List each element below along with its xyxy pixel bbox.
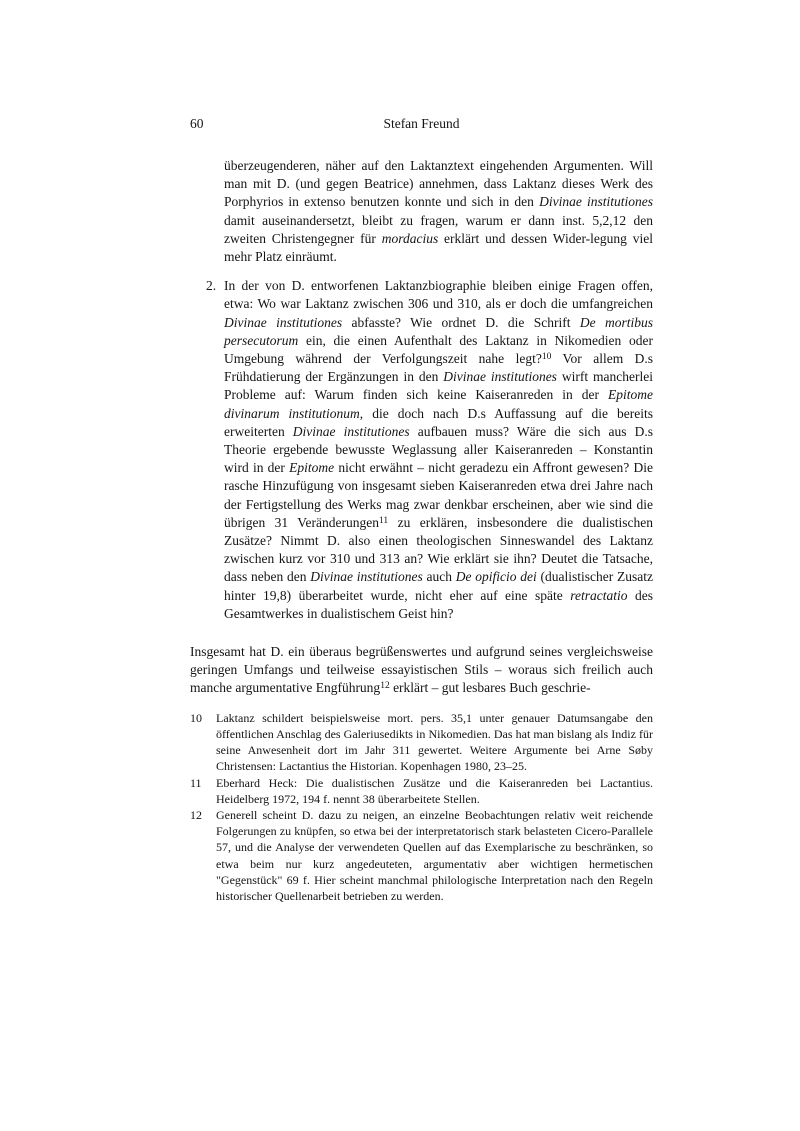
footnote-10-text: Laktanz schildert beispielsweise mort. pers. 35,1 unter genauer Datumsangabe den öffentlichen Anschlag des Galeriusedikts in Nikomedien. Das hat man bislang als Indiz für seine Anwesenheit dort im Jahr 311 gewertet. Weitere Argumente bei Arne Søby Christensen: Lactantius the Historian. Kopenhagen 1980, 23–25. bbox=[216, 710, 653, 774]
footnote-10-marker: 10 bbox=[190, 710, 202, 725]
footnote-12-marker: 12 bbox=[190, 807, 202, 822]
text-column bbox=[190, 115, 653, 904]
footnote-11-text: Eberhard Heck: Die dualistischen Zusätze und die Kaiseranreden bei Lactantius. Heidelberg 1972, 194 f. nennt 38 überarbeitete Stellen. bbox=[216, 775, 653, 806]
paragraph-continuation: überzeugenderen, näher auf den Laktanztext eingehenden Argumenten. Will man mit D. (und gegen Beatrice) annehmen, dass Laktanz dieses Werk des Porphyrios in extenso benutzen konnte und sich in den Divinae institutiones damit auseinandersetzt, bleibt zu fragen, warum er dann inst. 5,2,12 den zweiten Christengegner für mordacius erklärt und dessen Wider-legung viel mehr Platz einräumt. bbox=[224, 158, 653, 265]
footnote-11-marker: 11 bbox=[190, 775, 202, 790]
body-text bbox=[190, 157, 653, 698]
item-2-text: In der von D. entworfenen Laktanzbiographie bleiben einige Fragen offen, etwa: Wo war Laktanz zwischen 306 und 310, als er doch die umfangreichen Divinae institutiones abfasste? Wie ordnet D. die Schrift De mortibus persecutorum ein, die einen Aufenthalt des Laktanz in Nikomedien oder Umgebung während der Verfolgungszeit nahe legt?$^{10}$ Vor allem D.s Frühdatierung der Ergänzungen in den Divinae institutiones wirft mancherlei Probleme auf: Warum finden sich keine Kaiseranreden in der Epitome divinarum institutionum, die doch nach D.s Auffassung auf die bereits erweiterten Divinae institutiones aufbauen muss? Wäre die sich aus D.s Theorie ergebende bewusste Weglassung aller Kaiseranreden – Konstantin wird in der Epitome nicht erwähnt – nicht geradezu ein Affront gewesen? Die rasche Hinzufügung von insgesamt sieben Kaiseranreden etwa drei Jahre nach der Fertigstellung des Werks mag zwar denkbar erscheinen, aber wie sind die übrigen 31 Veränderungen$^{11}$ zu erklären, insbesondere die dualistischen Zusätze? Nimmt D. also einen theologischen Sinneswandel des Laktanz zwischen kurz vor 310 und 313 an? Wie erklärt sie ihn? Deutet die Tatsache, dass neben den Divinae institutiones auch De opificio dei (dualistischer Zusatz hinter 19,8) überarbeitet wurde, nicht eher auf eine späte retractatio des Gesamtwerkes in dualistischem Geist hin? bbox=[224, 278, 653, 621]
footnote-11 bbox=[190, 775, 653, 807]
running-title: Stefan Freund bbox=[383, 116, 460, 131]
numbered-item-2 bbox=[190, 277, 653, 623]
item-2-marker: 2. bbox=[206, 278, 217, 294]
closing-paragraph: Insgesamt hat D. ein überaus begrüßenswertes und aufgrund seines vergleichsweise geringen Umfangs und teilweise essayistischen Stils – woraus sich freilich auch manche argumentative Engführung$^{12}$ erklärt – gut lesbares Buch geschrie- bbox=[190, 644, 653, 696]
footnote-12-text: Generell scheint D. dazu zu neigen, an einzelne Beobachtungen relativ weit reichende Folgerungen zu knüpfen, so etwa bei der interpretatorisch stark belasteten Cicero-Parallele 57, und die Analyse der verwendeten Quellen auf das Exemplarische zu beschränken, so etwa beim nur kurz angedeuteten, argumentativ aber wichtigen hermetischen "Gegenstück" 69 f. Hier scheint manchmal philologische Interpretation nach den Regeln historischer Quellenarbeit betrieben zu werden. bbox=[216, 807, 653, 903]
footnote-10 bbox=[190, 710, 653, 775]
running-header bbox=[190, 115, 653, 133]
footnotes-section bbox=[190, 710, 653, 904]
footnote-12 bbox=[190, 807, 653, 904]
page-number: 60 bbox=[190, 116, 204, 131]
